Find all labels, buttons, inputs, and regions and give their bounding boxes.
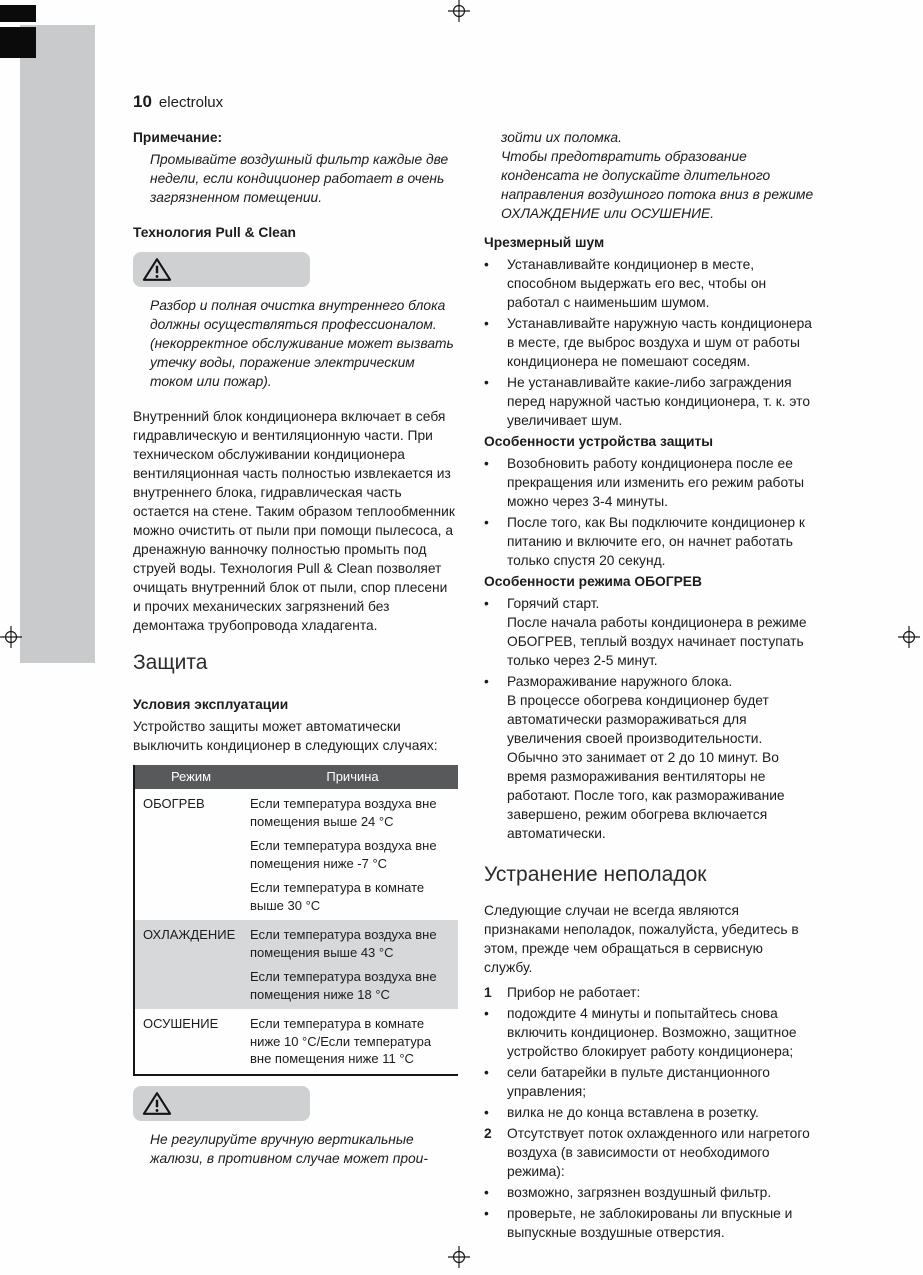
list-item-text: Устанавливайте наружную часть кондиционера в месте, где выброс воздуха и шум от работы кондиционера не помешают соседям. [507,316,812,369]
print-color-bar [20,25,95,663]
reason-text: Если температура воздуха вне помещения выше 43 °С [250,927,437,960]
list-item [484,1004,814,1061]
list-item-text: Не устанавливайте какие-либо заграждения перед наружной частью кондиционера, т. к. это увеличивает шум. [507,375,811,428]
bullet-marker: • [484,1065,489,1080]
warning-box [133,252,310,287]
list-item [484,1124,814,1181]
list-item-text: подождите 4 минуты и попытайтесь снова включить кондиционер. Возможно, защитное устройство блокирует работу кондиционера; [507,1006,797,1059]
heat-mode-title: Особенности режима ОБОГРЕВ [484,574,702,589]
table-header-row [135,765,458,789]
bullet-marker: • [484,316,489,331]
table-header-mode: Режим [170,769,212,785]
list-item [484,314,814,371]
crosshair-registration-mark [0,626,22,648]
brand-name: electrolux [158,94,224,111]
warning-continuation-line: зойти их поломка. [501,130,622,145]
warning-triangle-icon [142,256,172,283]
list-item-line: В процессе обогрева кондиционер будет автоматически размораживаться для увеличения своей производительности. Обычно это занимает от 2 до 10 минут. Во время размораживания вентиляторы не работают. После того, как размораживание завершено, режим обогрева включается автоматически. [507,693,785,841]
list-item-text: Прибор не работает: [507,985,641,1000]
list-item [484,1204,814,1242]
list-item-line: После начала работы кондиционера в режиме ОБОГРЕВ, теплый воздух начинает поступать только через 2-5 минут. [507,615,807,668]
bullet-marker: • [484,1185,489,1200]
bullet-marker: • [484,596,489,611]
reason-text: Если температура воздуха вне помещения ниже 18 °С [250,969,437,1002]
list-item [484,373,814,430]
table-cell-reason [247,1009,458,1074]
print-corner-mark [0,5,36,22]
reason-text: Если температура в комнате ниже 10 °С/Если температура вне помещения ниже 11 °С [250,1016,432,1066]
list-item [484,594,814,670]
list-item-text: Отсутствует поток охлажденного или нагретого воздуха (в зависимости от необходимого режима): [507,1126,810,1179]
conditions-table [133,765,458,1076]
list-item-text [507,672,814,843]
warning-text-service: Разбор и полная очистка внутреннего блока должны осуществляться профессионалом. (некорректное обслуживание может вызвать утечку воды, поражение электрическим током или пожар). [150,298,454,389]
protection-features-title: Особенности устройства защиты [484,434,714,449]
warning-box [133,1086,310,1121]
warning-triangle-icon [142,1090,172,1117]
list-item [484,454,814,511]
table-cell-mode: ОБОГРЕВ [143,796,205,811]
bullet-marker: • [484,1206,489,1221]
table-row [135,789,458,920]
conditions-title: Условия эксплуатации [133,697,289,712]
warning-continuation-line: Чтобы предотвратить образование конденсата не допускайте длительного направления воздушного потока вниз в режиме ОХЛАЖДЕНИЕ или ОСУШЕНИЕ. [501,149,814,221]
right-column [484,128,814,1244]
table-header-reason: Причина [326,769,379,785]
warning-text-continuation [484,128,814,223]
reason-text: Если температура воздуха вне помещения выше 24 °С [250,796,437,829]
note-body: Промывайте воздушный фильтр каждые две недели, если кондиционер работает в очень загрязненном помещении. [150,152,449,205]
table-row [135,920,458,1009]
bullet-marker: • [484,257,489,272]
list-item [484,672,814,843]
list-item-text: Возобновить работу кондиционера после ее прекращения или изменить его режим работы можно через 3-4 минуты. [507,456,805,509]
crosshair-registration-mark [448,1246,470,1268]
table-cell-mode: ОСУШЕНИЕ [143,1016,219,1031]
list-item-text: вилка не до конца вставлена в розетку. [507,1105,759,1120]
list-item-text: проверьте, не заблокированы ли впускные и выпускные воздушные отверстия. [507,1206,793,1240]
pull-clean-body: Внутренний блок кондиционера включает в себя гидравлическую и вентиляционную части. При техническом обслуживании кондиционера вентиляционная часть полностью извлекается из внутреннего блока, гидравлическая часть остается на стене. Таким образом теплообменник можно очистить от пыли при помощи пылесоса, а дренажную ванночку полностью промыть под струей воды. Технология Pull & Clean позволяет очищать внутренний блок от пыли, спор плесени и прочих механических загрязнений без демонтажа трубопровода хладагента. [133,409,455,633]
print-corner-mark [0,27,36,58]
list-item [484,255,814,312]
section-title-protection: Защита [133,651,208,674]
list-item [484,1103,814,1122]
list-item-line: Размораживание наружного блока. [507,674,733,689]
list-item-text: возможно, загрязнен воздушный фильтр. [507,1185,772,1200]
number-marker: 1 [484,985,492,1000]
list-item-line: Горячий старт. [507,596,600,611]
noise-title: Чрезмерный шум [484,235,605,250]
note-title: Примечание: [133,130,223,145]
bullet-marker: • [484,375,489,390]
table-cell-reason [247,920,458,1009]
section-title-troubleshooting: Устранение неполадок [484,863,707,886]
bullet-marker: • [484,1105,489,1120]
list-item [484,513,814,570]
page-number: 10 [133,92,152,111]
number-marker: 2 [484,1126,492,1141]
table-cell-mode: ОХЛАЖДЕНИЕ [143,927,236,942]
warning-text-louvers: Не регулируйте вручную вертикальные жалюзи, в противном случае может прои- [150,1131,428,1166]
list-item-text: сели батарейки в пульте дистанционного управления; [507,1065,770,1099]
bullet-marker: • [484,515,489,530]
list-item [484,983,814,1002]
crosshair-registration-mark [898,626,920,648]
conditions-intro: Устройство защиты может автоматически выключить кондиционер в следующих случаях: [133,719,438,753]
reason-text: Если температура воздуха вне помещения ниже -7 °С [250,838,437,871]
table-cell-reason [247,789,458,920]
list-item [484,1183,814,1202]
page-header [133,92,223,112]
table-row [135,1009,458,1074]
troubleshooting-intro: Следующие случаи не всегда являются признаками неполадок, пожалуйста, убедитесь в этом, прежде чем обращаться в сервисную службу. [484,903,799,975]
bullet-marker: • [484,674,489,689]
reason-text: Если температура в комнате выше 30 °С [250,880,425,913]
left-column [133,128,458,1168]
pull-clean-title: Технология Pull & Clean [133,225,296,240]
list-item [484,1063,814,1101]
crosshair-registration-mark [448,0,470,22]
bullet-marker: • [484,456,489,471]
list-item-text: После того, как Вы подключите кондиционер к питанию и включите его, он начнет работать только спустя 20 секунд. [507,515,805,568]
bullet-marker: • [484,1006,489,1021]
list-item-text [507,594,814,670]
list-item-text: Устанавливайте кондиционер в месте, способном выдержать его вес, чтобы он работал с наименьшим шумом. [507,257,767,310]
